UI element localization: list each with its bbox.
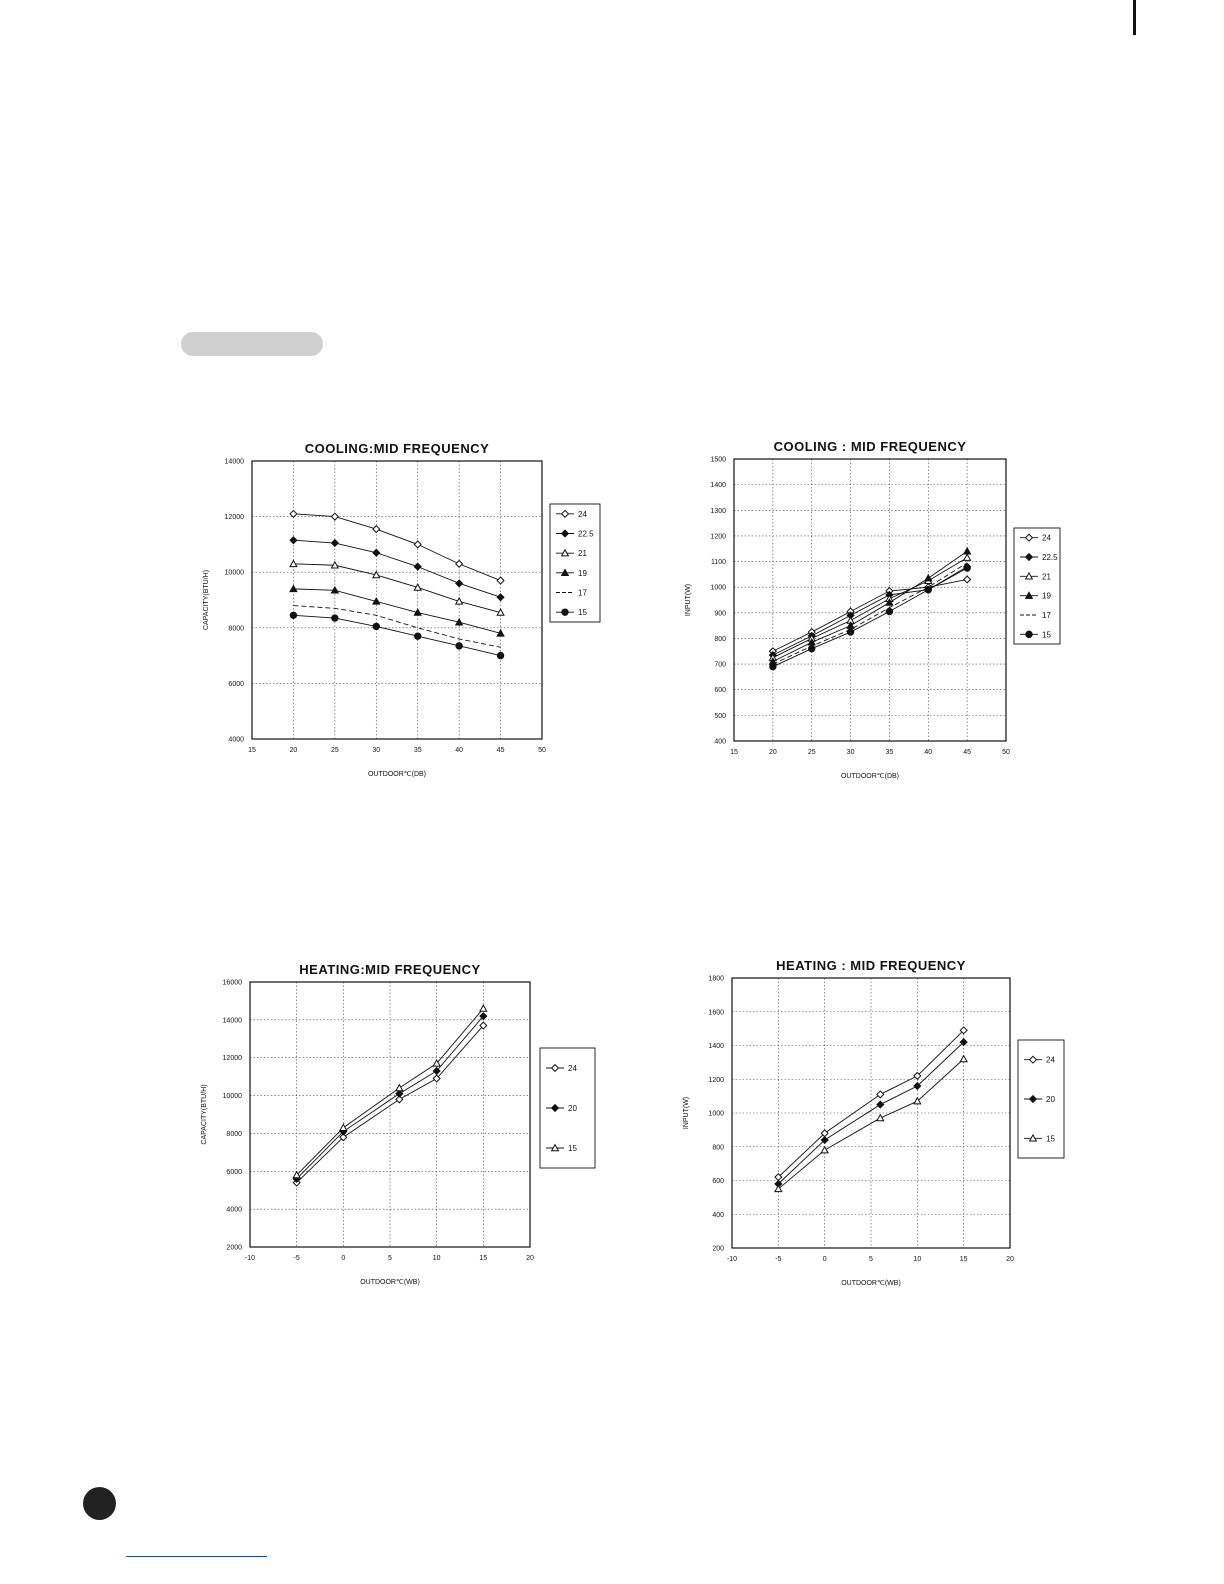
series-line [773,567,967,655]
page-number-dot [83,1487,116,1520]
data-point [877,1115,884,1121]
series-24 [769,576,970,655]
data-point [925,575,932,581]
chart-title: COOLING:MID FREQUENCY [304,441,490,456]
series-15 [290,612,504,659]
x-tick-label: 20 [1006,1256,1014,1263]
data-point [886,608,892,614]
y-tick-label: 600 [714,687,726,695]
data-point [396,1085,403,1091]
legend-label: 21 [1042,572,1051,582]
y-tick-label: 600 [712,1178,724,1185]
legend-box [1014,528,1060,644]
y-axis-label: INPUT(W) [683,1096,690,1130]
y-axis-label: INPUT(W) [685,583,692,617]
y-tick-label: 6000 [226,1168,242,1176]
data-point [964,576,971,583]
y-tick-label: 1000 [710,584,726,592]
x-tick-label: 40 [455,747,464,754]
series-line [773,563,967,664]
y-tick-label: 12000 [222,1055,242,1063]
legend-label: 15 [1042,630,1051,640]
data-point [877,1091,884,1098]
y-tick-label: 1100 [710,559,726,567]
x-tick-label: 50 [1002,749,1010,756]
y-tick-label: 8000 [228,625,244,633]
y-tick-label: 400 [714,738,726,746]
x-tick-label: -10 [726,1256,738,1263]
data-point [456,580,463,587]
data-point [480,1005,487,1011]
data-point [877,1101,884,1108]
data-point [373,623,379,629]
chart-title: COOLING : MID FREQUENCY [773,439,967,454]
data-point [964,565,970,571]
plot-frame [732,978,1010,1248]
y-tick-label: 400 [712,1211,724,1219]
data-point [373,526,380,533]
series-24 [290,510,504,584]
legend-swatch-marker [1026,631,1032,637]
data-point [960,1056,967,1062]
series-19 [769,548,970,664]
y-tick-label: 200 [712,1245,724,1253]
y-tick-label: 1200 [708,1076,724,1084]
data-point [290,612,296,618]
data-point [964,548,971,554]
chart-title: HEATING:MID FREQUENCY [299,962,481,977]
y-tick-label: 500 [714,712,726,720]
legend-label: 24 [1042,533,1051,543]
data-point [821,1147,828,1153]
x-axis-label: OUTDOOR℃(DB) [367,771,427,778]
heating-capacity-svg [180,952,605,1302]
y-tick-label: 800 [712,1144,724,1152]
data-point [497,577,504,584]
data-point [373,549,380,556]
x-tick-label: 20 [768,749,777,756]
data-point [456,643,462,649]
data-point [497,594,504,601]
y-axis-label: CAPACITY(BTU/H) [201,1084,208,1145]
legend-label: 22.5 [578,529,594,539]
series-line [773,558,967,658]
data-point [847,629,853,635]
x-axis-label: OUTDOOR℃(WB) [841,1280,901,1287]
y-tick-label: 1600 [708,1009,724,1017]
x-tick-label: 10 [432,1255,441,1262]
x-tick-label: 35 [885,749,894,756]
y-tick-label: 14000 [222,1017,242,1025]
x-tick-label: 0 [341,1255,346,1262]
series-line [293,589,500,633]
cooling-capacity-chart [190,434,610,799]
data-point [964,554,971,560]
x-tick-label: 45 [496,747,505,754]
y-tick-label: 1000 [708,1110,724,1118]
data-point [331,540,338,547]
x-tick-label: 25 [330,747,339,754]
legend-box [550,504,600,622]
data-point [396,1090,403,1097]
legend-label: 24 [1046,1055,1055,1065]
y-axis-label: CAPACITY(BTU/H) [203,569,210,631]
data-point [331,513,338,520]
x-tick-label: 30 [846,749,855,756]
legend-label: 24 [568,1064,577,1073]
data-point [809,646,815,652]
series-15 [770,565,971,670]
x-tick-label: 25 [807,749,816,756]
y-tick-label: 10000 [224,569,244,577]
y-tick-label: 4000 [226,1206,242,1214]
x-tick-label: 0 [822,1256,827,1263]
y-tick-label: 1800 [708,975,724,983]
data-point [332,615,338,621]
series-line [778,1059,963,1189]
data-point [925,587,931,593]
y-tick-label: 10000 [222,1093,242,1101]
y-tick-label: 1500 [710,456,726,464]
data-point [415,633,421,639]
data-point [414,541,421,548]
legend [540,1048,595,1168]
y-tick-label: 800 [714,635,726,643]
series-17 [293,606,500,648]
data-point [290,510,297,517]
legend-label: 19 [1042,591,1051,601]
legend-label: 20 [1046,1095,1055,1104]
chart-title: HEATING : MID FREQUENCY [776,958,966,973]
x-tick-label: -5 [775,1256,782,1263]
series-line [293,606,500,648]
x-tick-label: 5 [388,1255,392,1262]
series-line [293,514,500,581]
legend-swatch-marker [562,609,568,615]
data-point [340,1124,347,1130]
x-tick-label: 15 [959,1256,968,1263]
data-point [290,537,297,544]
y-tick-label: 6000 [228,680,244,688]
x-tick-label: 15 [730,749,738,756]
data-point [770,663,776,669]
section-heading-pill [181,332,323,356]
plot-frame [734,459,1006,741]
heating-input-chart [672,948,1072,1308]
legend-label: 15 [578,608,587,618]
data-point [497,652,503,658]
y-tick-label: 1400 [708,1043,724,1050]
legend [550,504,600,622]
x-tick-label: -5 [293,1255,300,1262]
x-tick-label: 35 [413,747,422,754]
y-tick-label: 16000 [222,979,242,987]
plot-frame [252,461,542,739]
series-line [293,540,500,597]
x-tick-label: 10 [913,1256,922,1263]
series-19 [290,585,504,636]
heating-capacity-chart [180,952,605,1302]
y-tick-label: 700 [714,661,726,669]
y-tick-label: 1200 [710,533,726,541]
x-tick-label: 20 [526,1255,534,1262]
series-line [293,564,500,613]
legend-label: 20 [568,1104,577,1113]
top-edge-rule [1133,0,1136,35]
series-17 [773,563,967,664]
series-line [773,568,967,667]
legend-label: 19 [578,568,587,578]
data-point [456,560,463,567]
x-tick-label: 45 [963,749,972,756]
legend-label: 15 [568,1144,577,1153]
legend-label: 15 [1046,1134,1055,1144]
data-point [414,563,421,570]
cooling-input-chart [672,432,1072,797]
x-tick-label: 15 [248,747,256,754]
y-tick-label: 14000 [224,458,244,466]
y-tick-label: 1400 [710,482,726,490]
y-tick-label: 4000 [228,736,244,744]
x-axis-label: OUTDOOR℃(DB) [840,773,900,780]
x-tick-label: 30 [372,747,381,754]
legend-label: 21 [578,549,587,559]
legend [1014,528,1060,644]
x-tick-label: 40 [924,749,933,756]
footer-link-rule [126,1556,267,1557]
x-tick-label: 50 [538,747,546,754]
x-tick-label: 15 [479,1255,488,1262]
y-tick-label: 12000 [224,514,244,522]
x-tick-label: 5 [869,1256,873,1263]
x-tick-label: -10 [244,1255,256,1262]
legend-label: 17 [1042,611,1051,620]
cooling-capacity-svg [190,434,610,799]
legend-label: 17 [578,588,587,598]
x-tick-label: 20 [289,747,298,754]
series-line [773,551,967,661]
y-tick-label: 900 [714,610,726,618]
x-axis-label: OUTDOOR℃(WB) [360,1279,420,1286]
y-tick-label: 8000 [226,1130,242,1138]
legend-label: 22.5 [1042,553,1058,562]
cooling-input-svg [672,432,1072,797]
y-tick-label: 2000 [226,1244,242,1252]
legend [1018,1040,1064,1158]
heating-input-svg [672,948,1072,1308]
legend-label: 24 [578,509,587,519]
y-tick-label: 1300 [710,507,726,515]
